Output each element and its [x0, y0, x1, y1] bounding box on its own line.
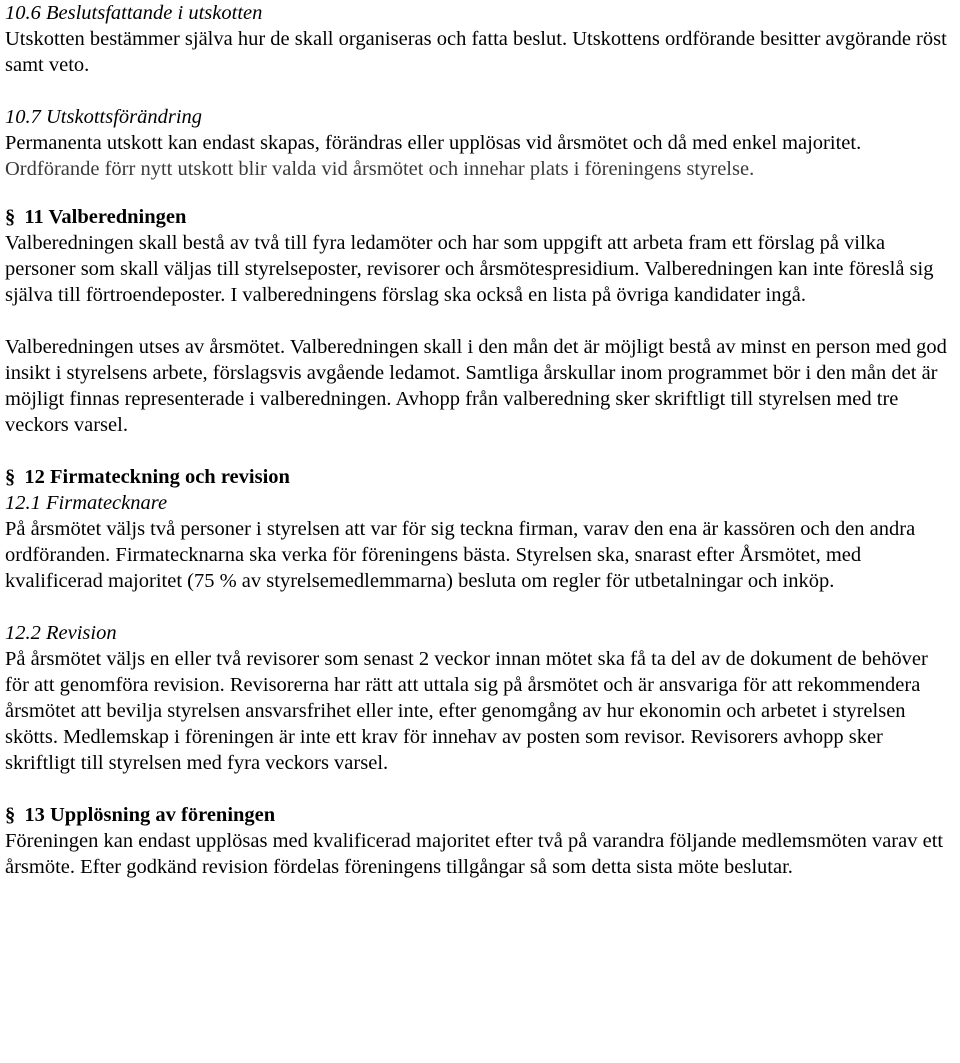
section-10-7-body-part1: Permanenta utskott kan endast skapas, förändras eller upplösas vid årsmötet och då med enkel majoritet.	[5, 132, 862, 154]
section-12-1-body: På årsmötet väljs två personer i styrelsen att var för sig teckna firman, varav den ena är kassören och den andra ordföranden. Firmatecknarna ska verka för föreningens bästa. Styrelsen ska, snarast efter Årsmötet, med kvalificerad majoritet (75 % av styrelsemedlemmarna) besluta om regler för utbetalningar och inköp.	[5, 518, 916, 592]
section-sign: §	[5, 466, 16, 488]
section-10-6-body: Utskotten bestämmer själva hur de skall organiseras och fatta beslut. Utskottens ordförande besitter avgörande röst samt veto.	[5, 28, 947, 76]
section-11-title: 11 Valberedningen	[24, 206, 187, 228]
section-sign: §	[5, 804, 16, 826]
section-10-7-title: 10.7 Utskottsförändring	[5, 106, 203, 128]
section-10-7-body	[5, 130, 952, 182]
section-12-title: 12 Firmateckning och revision	[24, 466, 290, 488]
section-12-heading	[5, 464, 952, 490]
section-13-heading	[5, 802, 952, 828]
section-10-6-title: 10.6 Beslutsfattande i utskotten	[5, 2, 263, 24]
section-12-2-body: På årsmötet väljs en eller två revisorer som senast 2 veckor innan mötet ska få ta del av de dokument de behöver för att genomföra revision. Revisorerna har rätt att uttala sig på årsmötet och är ansvariga för att rekommendera årsmötet att bevilja styrelsen ansvarsfrihet eller inte, efter genomgång av hur ekonomin och arbetet i styrelsen skötts. Medlemskap i föreningen är inte ett krav för innehav av posten som revisor. Revisorers avhopp sker skriftligt till styrelsen med fyra veckors varsel.	[5, 648, 928, 774]
section-11-paragraph-1: Valberedningen skall bestå av två till fyra ledamöter och har som uppgift att arbeta fram ett förslag på vilka personer som skall väljas till styrelseposter, revisorer och årsmötespresidium. Valberedningen kan inte föreslå sig själva till förtroendeposter. I valberedningens förslag ska också en lista på övriga kandidater ingå.	[5, 232, 934, 306]
section-sign: §	[5, 206, 16, 228]
section-12-2-title: 12.2 Revision	[5, 622, 117, 644]
section-11-heading	[5, 204, 952, 230]
section-11-paragraph-2: Valberedningen utses av årsmötet. Valberedningen skall i den mån det är möjligt bestå av minst en person med god insikt i styrelsens arbete, förslagsvis avgående ledamot. Samtliga årskullar inom programmet bör i den mån det är möjligt finnas representerade i valberedningen. Avhopp från valberedning sker skriftligt till styrelsen med tre veckors varsel.	[5, 336, 947, 436]
section-10-7-body-part2: Ordförande förr nytt utskott blir valda vid årsmötet och innehar plats i föreningens styrelse.	[5, 158, 755, 180]
section-13-title: 13 Upplösning av föreningen	[24, 804, 276, 826]
section-13-body: Föreningen kan endast upplösas med kvalificerad majoritet efter två på varandra följande medlemsmöten varav ett årsmöte. Efter godkänd revision fördelas föreningens tillgångar så som detta sista möte beslutar.	[5, 830, 944, 878]
section-12-1-title: 12.1 Firmatecknare	[5, 492, 168, 514]
